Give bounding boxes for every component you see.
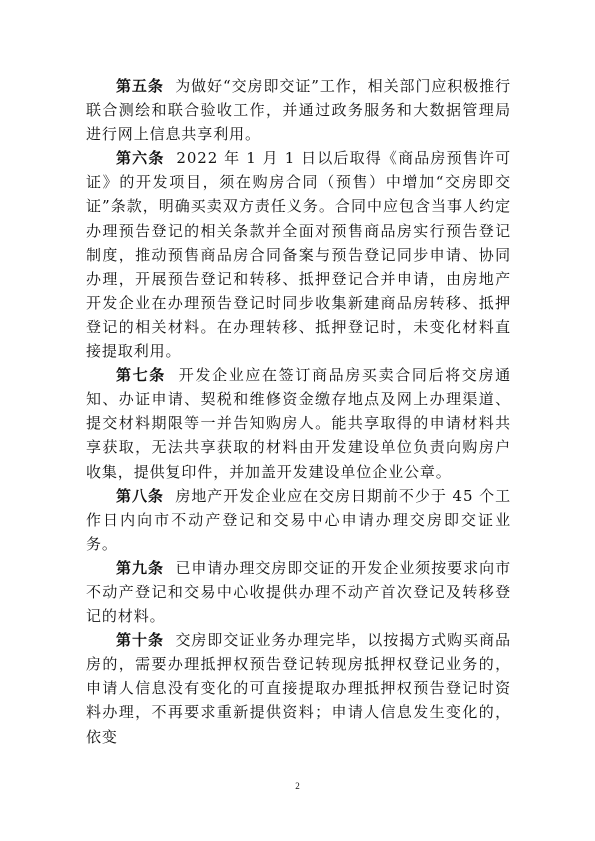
page-number: 2 xyxy=(295,781,300,791)
article-6 xyxy=(86,146,511,363)
article-9 xyxy=(86,556,511,628)
article-8 xyxy=(86,484,511,556)
article-5 xyxy=(86,74,511,146)
article-number: 第九条 xyxy=(116,558,164,577)
article-text: 开发企业应在签订商品房买卖合同后将交房通知、办证申请、契税和维修资金缴存地点及网上办理渠道、提交材料期限等一并告知购房人。能共享取得的申请材料共享获取，无法共享获取的材料由开发建设单位负责向购房户收集，提供复印件，并加盖开发建设单位企业公章。 xyxy=(86,366,511,481)
article-number: 第六条 xyxy=(116,149,165,168)
article-text: 2022 年 1 月 1 日以后取得《商品房预售许可证》的开发项目，须在购房合同（预售）中增加“交房即交证”条款，明确买卖双方责任义务。合同中应包含当事人约定办理预告登记的相关条款并全面对预售商品房实行预告登记制度，推动预售商品房合同备案与预告登记同步申请、协同办理，开展预告登记和转移、抵押登记合并申请，由房地产开发企业在办理预告登记时同步收集新建商品房转移、抵押登记的相关材料。在办理转移、抵押登记时，未变化材料直接提取利用。 xyxy=(86,149,511,361)
article-10 xyxy=(86,628,511,748)
article-text: 为做好“交房即交证”工作，相关部门应积极推行联合测绘和联合验收工作，并通过政务服务和大数据管理局进行网上信息共享利用。 xyxy=(86,77,511,144)
article-text: 房地产开发企业应在交房日期前不少于 45 个工作日内向市不动产登记和交易中心申请办理交房即交证业务。 xyxy=(86,486,511,553)
document-body xyxy=(86,74,511,749)
article-7 xyxy=(86,363,511,483)
article-number: 第五条 xyxy=(116,77,164,95)
article-number: 第七条 xyxy=(116,366,166,385)
article-number: 第十条 xyxy=(116,631,164,650)
article-text: 已申请办理交房即交证的开发企业须按要求向市不动产登记和交易中心收提供办理不动产首次登记及转移登记的材料。 xyxy=(86,558,511,626)
article-number: 第八条 xyxy=(116,486,164,505)
article-text: 交房即交证业务办理完毕，以按揭方式购买商品房的，需要办理抵押权预告登记转现房抵押权登记业务的，申请人信息没有变化的可直接提取办理抵押权预告登记时资料办理，不再要求重新提供资料；申请人信息发生变化的，依变 xyxy=(86,631,511,746)
